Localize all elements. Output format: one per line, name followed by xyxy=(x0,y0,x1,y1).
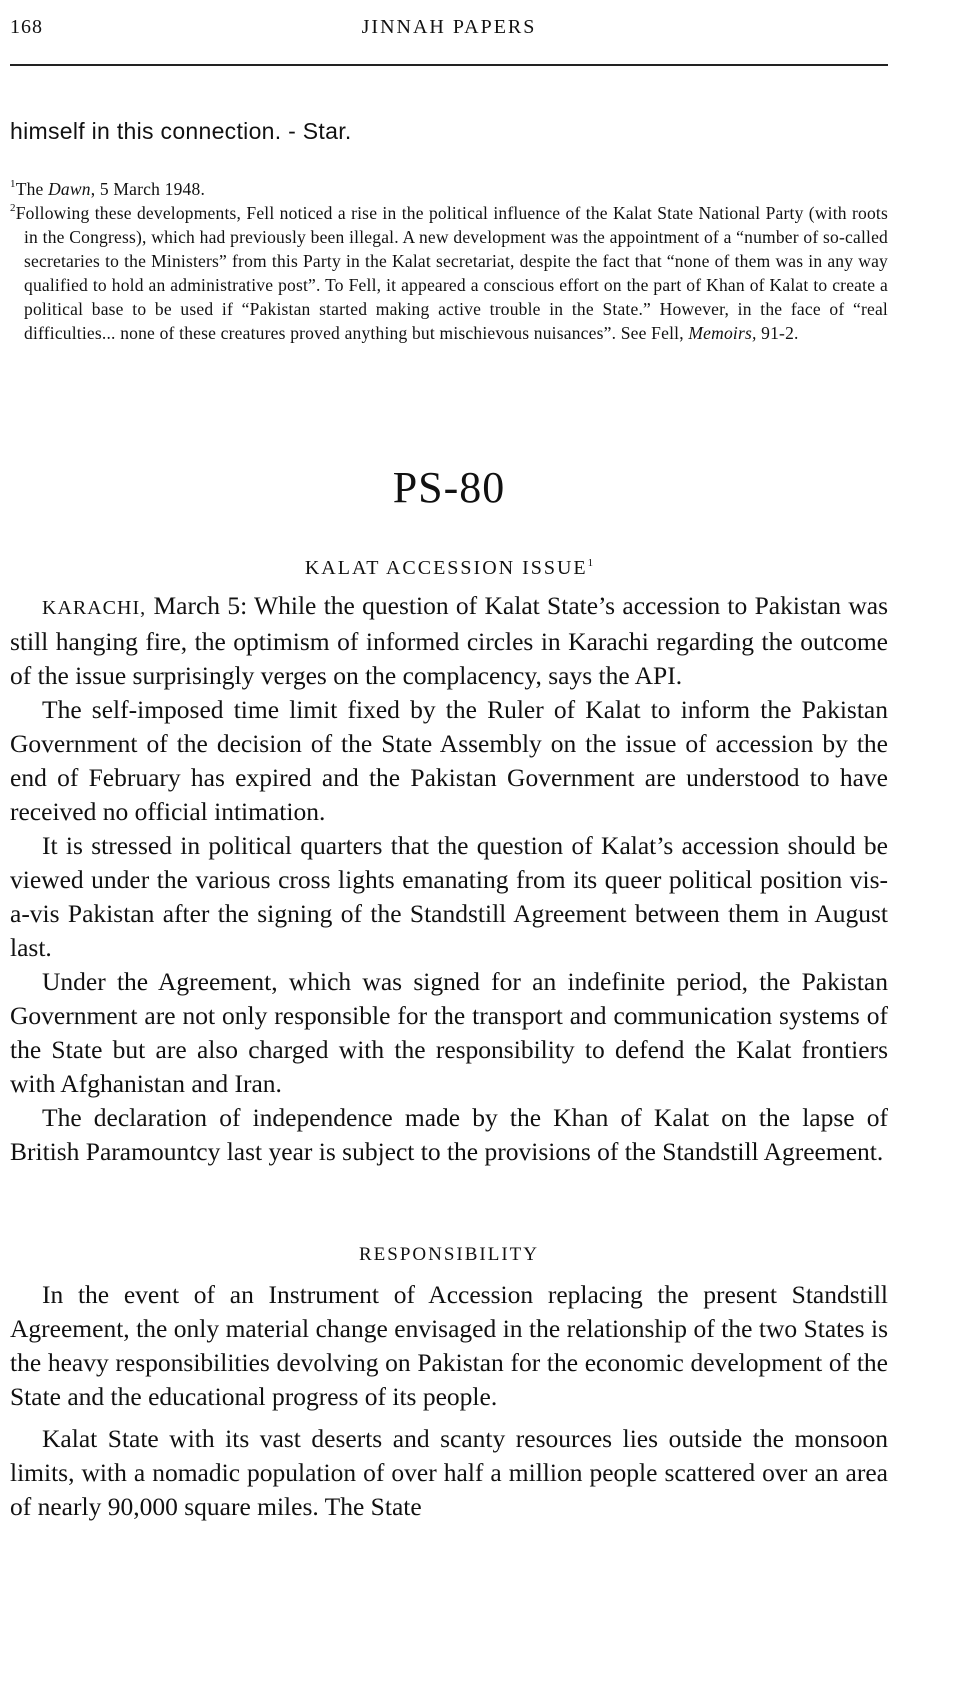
footnote-marker: 1 xyxy=(587,557,594,569)
continued-text: himself in this connection. - Star. xyxy=(10,118,352,144)
footnote-2 xyxy=(10,201,888,345)
article-body xyxy=(10,589,888,1169)
footnote-1 xyxy=(10,177,888,201)
paragraph: In the event of an Instrument of Accession replacing the present Standstill Agreement, the only material change envisaged in the relationship of the two States is the heavy responsibilities devolving on Pakistan for the economic development of the State and the educational progress of its people. xyxy=(10,1280,888,1411)
footnote-text: The xyxy=(15,179,49,199)
paragraph: The declaration of independence made by the Khan of Kalat on the lapse of British Paramountcy last year is subject to the provisions of the Standstill Agreement. xyxy=(10,1103,888,1166)
footnotes xyxy=(10,177,888,345)
paragraph: The self-imposed time limit fixed by the Ruler of Kalat to inform the Pakistan Government of the decision of the State Assembly on the issue of accession by the end of February has expired and the Pakistan Government are understood to have received no official intimation. xyxy=(10,695,888,826)
dateline: KARACHI, xyxy=(42,597,147,619)
paragraph xyxy=(10,589,888,693)
article-title xyxy=(10,557,888,580)
footnote-text: , 5 March 1948. xyxy=(90,179,206,199)
paragraph: Kalat State with its vast deserts and scanty resources lies outside the monsoon limits, with a nomadic population of over half a million people scattered over an area of nearly 90,000 square miles. The State xyxy=(10,1424,888,1521)
footnote-text: Following these developments, Fell noticed a rise in the political influence of the Kalat State National Party (with roots in the Congress), which had previously been illegal. A new development was the appointment of a “number of so-called secretaries to the Ministers” from this Party in the Kalat secretariat, despite the fact that “none of them was in any way qualified to hold an administrative post”. To Fell, it appeared a conscious effort on the part of Khan of Kalat to create a political base to be used if “Pakistan started making active trouble in the State.” However, in the face of “real difficulties... none of these creatures proved anything but mischievous nuisances”. See Fell, xyxy=(15,203,888,343)
page-number: 168 xyxy=(10,16,43,38)
footnote-source-title: Memoirs, xyxy=(688,323,757,343)
article-body-continued xyxy=(10,1278,888,1524)
running-head xyxy=(10,16,888,46)
footnote-marker: 1 xyxy=(10,178,16,190)
document-number: PS-80 xyxy=(392,463,506,512)
paragraph: It is stressed in political quarters that the question of Kalat’s accession should be viewed under the various cross lights emanating from its queer political position vis-a-vis Pakistan after the signing of the Standstill Agreement between them in August last. xyxy=(10,831,888,962)
footnote-source-title: Dawn xyxy=(48,179,91,199)
book-title: JINNAH PAPERS xyxy=(361,16,537,38)
paragraph: Under the Agreement, which was signed for an indefinite period, the Pakistan Government are not only responsible for the transport and communication systems of the State but are also charged with the responsibility to defend the Kalat frontiers with Afghanistan and Iran. xyxy=(10,967,888,1098)
paragraph-text: March 5: While the question of Kalat State’s accession to Pakistan was still hanging fire, the optimism of informed circles in Karachi regarding the outcome of the issue surprisingly verges on the complacency, says the API. xyxy=(10,591,888,690)
article-title-text: KALAT ACCESSION ISSUE xyxy=(304,557,588,579)
footnote-text: 91-2. xyxy=(756,323,799,343)
section-subheading: RESPONSIBILITY xyxy=(358,1244,539,1265)
footnote-marker: 2 xyxy=(10,202,16,214)
header-rule xyxy=(10,64,888,66)
